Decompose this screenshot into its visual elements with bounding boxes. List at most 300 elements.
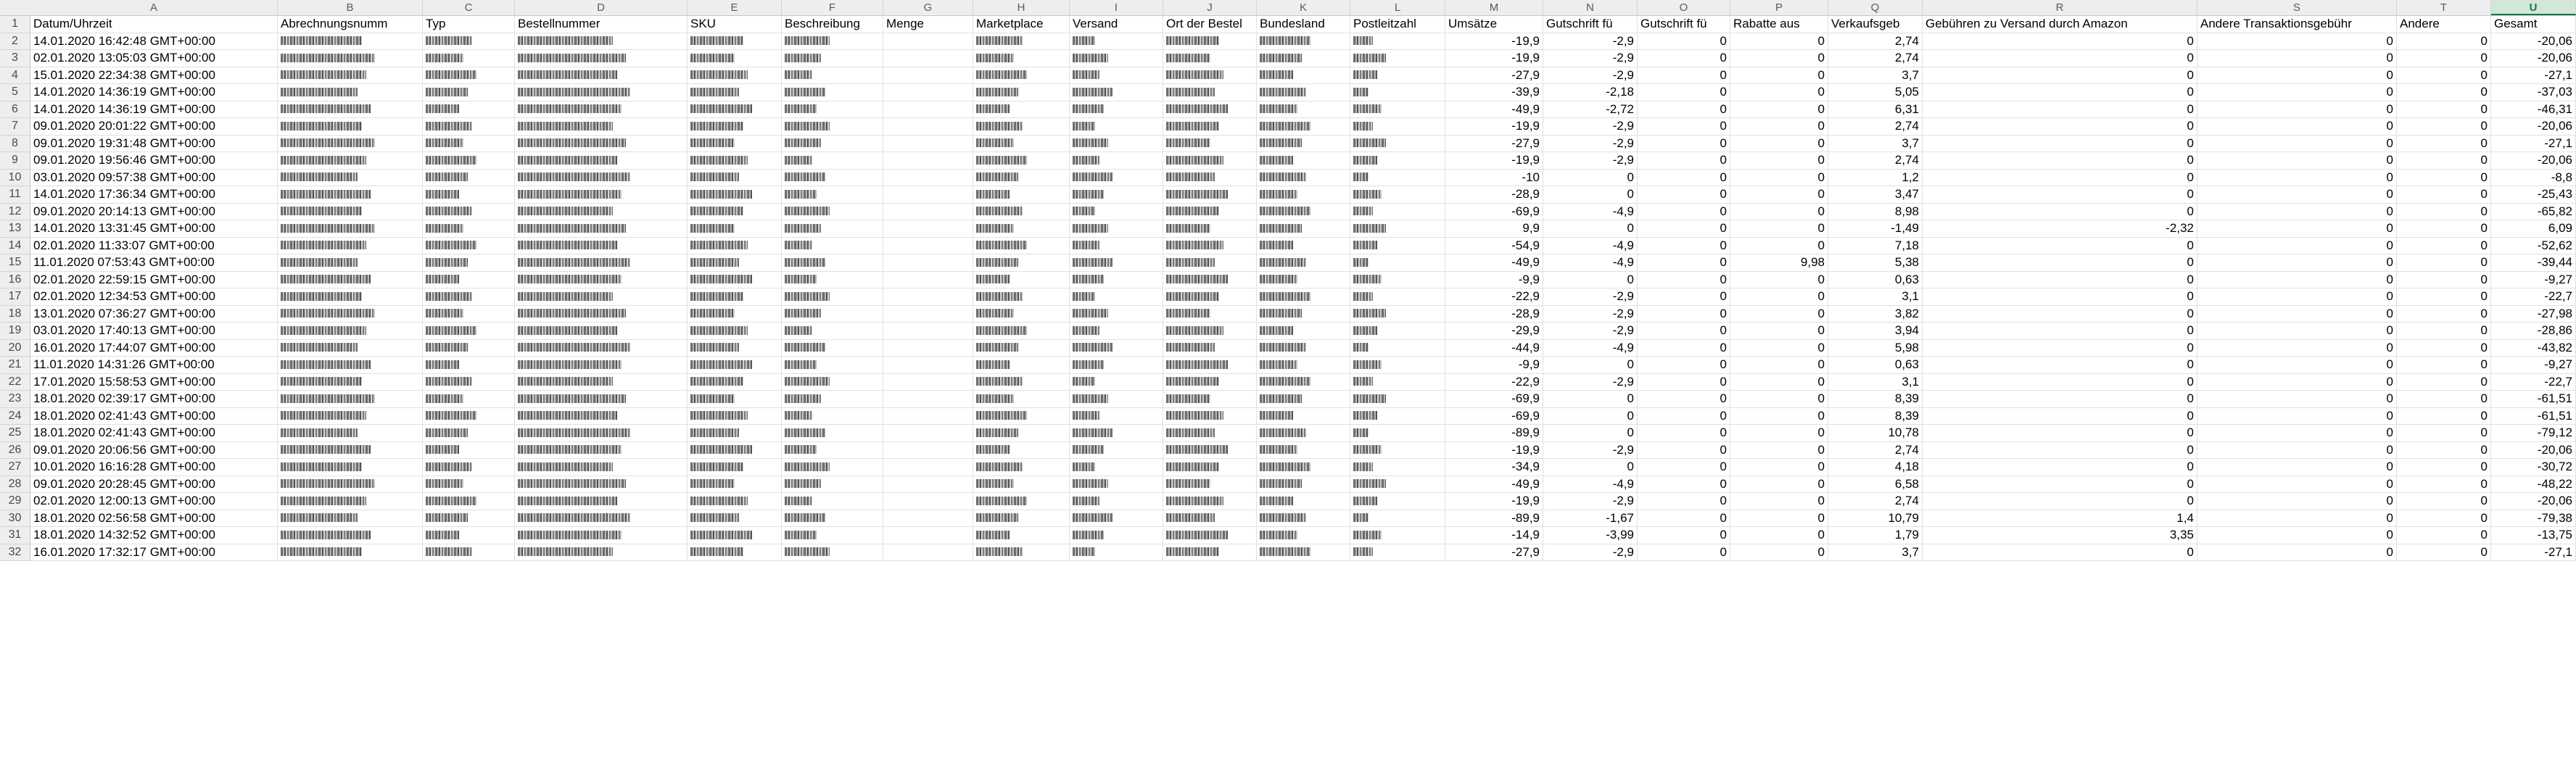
- cell-s[interactable]: 0: [2197, 238, 2397, 255]
- column-header-a[interactable]: A: [30, 0, 278, 15]
- cell-p[interactable]: 0: [1730, 408, 1828, 426]
- cell-c[interactable]: [423, 84, 515, 101]
- cell-a[interactable]: 18.01.2020 14:32:52 GMT+00:00: [30, 527, 278, 544]
- cell-e[interactable]: [688, 136, 782, 153]
- cell-d[interactable]: [515, 510, 688, 528]
- cell-n[interactable]: -2,9: [1543, 152, 1638, 170]
- cell-a[interactable]: 18.01.2020 02:39:17 GMT+00:00: [30, 391, 278, 408]
- cell-s[interactable]: 0: [2197, 50, 2397, 67]
- cell-g[interactable]: [883, 340, 973, 357]
- cell-p[interactable]: 0: [1730, 152, 1828, 170]
- cell-a[interactable]: 09.01.2020 19:56:46 GMT+00:00: [30, 152, 278, 170]
- cell-j[interactable]: [1163, 238, 1257, 255]
- cell-a[interactable]: 03.01.2020 17:40:13 GMT+00:00: [30, 323, 278, 340]
- cell-g[interactable]: [883, 272, 973, 289]
- column-header-r[interactable]: R: [1923, 0, 2197, 15]
- row-number[interactable]: 22: [0, 374, 30, 391]
- row-number[interactable]: 23: [0, 391, 30, 408]
- cell-c[interactable]: [423, 33, 515, 51]
- cell-h[interactable]: [973, 220, 1070, 238]
- cell-j[interactable]: [1163, 476, 1257, 494]
- cell-r[interactable]: 0: [1923, 272, 2197, 289]
- cell-d[interactable]: [515, 442, 688, 460]
- cell-p[interactable]: 0: [1730, 391, 1828, 408]
- cell-h[interactable]: [973, 170, 1070, 187]
- cell-f[interactable]: [782, 459, 883, 476]
- cell-q[interactable]: 3,1: [1828, 289, 1923, 306]
- cell-g[interactable]: [883, 510, 973, 528]
- cell-q[interactable]: 5,38: [1828, 254, 1923, 272]
- cell-i[interactable]: [1070, 340, 1163, 357]
- cell-p[interactable]: 0: [1730, 442, 1828, 460]
- cell-n[interactable]: -4,9: [1543, 340, 1638, 357]
- cell-p[interactable]: 0: [1730, 289, 1828, 306]
- cell-b[interactable]: [278, 391, 423, 408]
- cell-p[interactable]: 0: [1730, 323, 1828, 340]
- cell-n[interactable]: -2,9: [1543, 118, 1638, 136]
- cell-h[interactable]: [973, 442, 1070, 460]
- cell-r[interactable]: 0: [1923, 33, 2197, 51]
- cell-m[interactable]: -19,9: [1445, 50, 1543, 67]
- cell-l[interactable]: [1350, 238, 1445, 255]
- cell-j[interactable]: [1163, 204, 1257, 221]
- cell-a[interactable]: 02.01.2020 13:05:03 GMT+00:00: [30, 50, 278, 67]
- cell-c[interactable]: [423, 170, 515, 187]
- cell-m[interactable]: -39,9: [1445, 84, 1543, 101]
- cell-m[interactable]: -44,9: [1445, 340, 1543, 357]
- cell-t[interactable]: 0: [2397, 544, 2491, 562]
- cell-s[interactable]: 0: [2197, 289, 2397, 306]
- cell-h[interactable]: [973, 374, 1070, 391]
- cell-d[interactable]: [515, 33, 688, 51]
- cell-l[interactable]: [1350, 84, 1445, 101]
- cell-s[interactable]: 0: [2197, 186, 2397, 204]
- cell-a[interactable]: 18.01.2020 02:41:43 GMT+00:00: [30, 425, 278, 442]
- cell-h[interactable]: [973, 238, 1070, 255]
- cell-k[interactable]: [1257, 220, 1350, 238]
- cell-s[interactable]: 0: [2197, 357, 2397, 374]
- cell-j[interactable]: [1163, 220, 1257, 238]
- cell-t[interactable]: 0: [2397, 476, 2491, 494]
- cell-u[interactable]: -20,06: [2491, 50, 2576, 67]
- cell-a[interactable]: 14.01.2020 14:36:19 GMT+00:00: [30, 84, 278, 101]
- cell-g[interactable]: [883, 391, 973, 408]
- cell-d[interactable]: [515, 220, 688, 238]
- cell-j[interactable]: [1163, 459, 1257, 476]
- cell-h[interactable]: [973, 306, 1070, 323]
- cell-e[interactable]: [688, 67, 782, 85]
- cell-c[interactable]: [423, 459, 515, 476]
- cell-o[interactable]: 0: [1638, 357, 1730, 374]
- cell-s[interactable]: 0: [2197, 220, 2397, 238]
- cell-u[interactable]: -20,06: [2491, 152, 2576, 170]
- header-cell-l[interactable]: Postleitzahl: [1350, 16, 1445, 33]
- cell-j[interactable]: [1163, 306, 1257, 323]
- cell-t[interactable]: 0: [2397, 238, 2491, 255]
- cell-m[interactable]: -19,9: [1445, 442, 1543, 460]
- cell-p[interactable]: 0: [1730, 67, 1828, 85]
- cell-k[interactable]: [1257, 425, 1350, 442]
- cell-k[interactable]: [1257, 340, 1350, 357]
- cell-t[interactable]: 0: [2397, 204, 2491, 221]
- cell-j[interactable]: [1163, 442, 1257, 460]
- cell-r[interactable]: 0: [1923, 204, 2197, 221]
- cell-d[interactable]: [515, 306, 688, 323]
- cell-o[interactable]: 0: [1638, 425, 1730, 442]
- cell-o[interactable]: 0: [1638, 220, 1730, 238]
- cell-q[interactable]: 10,79: [1828, 510, 1923, 528]
- cell-t[interactable]: 0: [2397, 425, 2491, 442]
- cell-i[interactable]: [1070, 442, 1163, 460]
- cell-r[interactable]: 0: [1923, 152, 2197, 170]
- cell-g[interactable]: [883, 544, 973, 562]
- cell-r[interactable]: 0: [1923, 84, 2197, 101]
- cell-u[interactable]: -20,06: [2491, 33, 2576, 51]
- cell-e[interactable]: [688, 170, 782, 187]
- cell-b[interactable]: [278, 33, 423, 51]
- cell-b[interactable]: [278, 425, 423, 442]
- cell-g[interactable]: [883, 152, 973, 170]
- cell-m[interactable]: -29,9: [1445, 323, 1543, 340]
- cell-o[interactable]: 0: [1638, 442, 1730, 460]
- cell-n[interactable]: -2,72: [1543, 101, 1638, 119]
- cell-q[interactable]: 2,74: [1828, 118, 1923, 136]
- cell-f[interactable]: [782, 357, 883, 374]
- cell-i[interactable]: [1070, 425, 1163, 442]
- cell-t[interactable]: 0: [2397, 254, 2491, 272]
- cell-o[interactable]: 0: [1638, 272, 1730, 289]
- cell-e[interactable]: [688, 459, 782, 476]
- cell-k[interactable]: [1257, 33, 1350, 51]
- cell-p[interactable]: 0: [1730, 186, 1828, 204]
- cell-s[interactable]: 0: [2197, 544, 2397, 562]
- cell-o[interactable]: 0: [1638, 118, 1730, 136]
- cell-j[interactable]: [1163, 493, 1257, 510]
- cell-m[interactable]: -69,9: [1445, 391, 1543, 408]
- cell-i[interactable]: [1070, 374, 1163, 391]
- cell-i[interactable]: [1070, 136, 1163, 153]
- cell-b[interactable]: [278, 306, 423, 323]
- cell-s[interactable]: 0: [2197, 84, 2397, 101]
- cell-i[interactable]: [1070, 544, 1163, 562]
- cell-s[interactable]: 0: [2197, 323, 2397, 340]
- cell-o[interactable]: 0: [1638, 101, 1730, 119]
- cell-i[interactable]: [1070, 408, 1163, 426]
- cell-o[interactable]: 0: [1638, 152, 1730, 170]
- cell-m[interactable]: -54,9: [1445, 238, 1543, 255]
- cell-u[interactable]: -37,03: [2491, 84, 2576, 101]
- cell-l[interactable]: [1350, 254, 1445, 272]
- cell-b[interactable]: [278, 136, 423, 153]
- cell-u[interactable]: -46,31: [2491, 101, 2576, 119]
- cell-e[interactable]: [688, 425, 782, 442]
- column-header-f[interactable]: F: [782, 0, 883, 15]
- cell-i[interactable]: [1070, 459, 1163, 476]
- cell-q[interactable]: 3,7: [1828, 67, 1923, 85]
- cell-l[interactable]: [1350, 136, 1445, 153]
- cell-d[interactable]: [515, 254, 688, 272]
- cell-g[interactable]: [883, 374, 973, 391]
- cell-g[interactable]: [883, 118, 973, 136]
- cell-o[interactable]: 0: [1638, 544, 1730, 562]
- cell-u[interactable]: -27,98: [2491, 306, 2576, 323]
- cell-e[interactable]: [688, 204, 782, 221]
- header-cell-u[interactable]: Gesamt: [2491, 16, 2576, 33]
- cell-t[interactable]: 0: [2397, 459, 2491, 476]
- cell-f[interactable]: [782, 306, 883, 323]
- cell-o[interactable]: 0: [1638, 50, 1730, 67]
- cell-d[interactable]: [515, 204, 688, 221]
- cell-s[interactable]: 0: [2197, 391, 2397, 408]
- cell-j[interactable]: [1163, 33, 1257, 51]
- cell-q[interactable]: 2,74: [1828, 152, 1923, 170]
- cell-n[interactable]: 0: [1543, 170, 1638, 187]
- cell-m[interactable]: -14,9: [1445, 527, 1543, 544]
- cell-m[interactable]: -9,9: [1445, 357, 1543, 374]
- cell-r[interactable]: 0: [1923, 136, 2197, 153]
- cell-t[interactable]: 0: [2397, 527, 2491, 544]
- cell-r[interactable]: 0: [1923, 118, 2197, 136]
- cell-s[interactable]: 0: [2197, 459, 2397, 476]
- header-cell-t[interactable]: Andere: [2397, 16, 2491, 33]
- cell-a[interactable]: 15.01.2020 22:34:38 GMT+00:00: [30, 67, 278, 85]
- header-cell-o[interactable]: Gutschrift fü: [1638, 16, 1730, 33]
- cell-a[interactable]: 09.01.2020 20:14:13 GMT+00:00: [30, 204, 278, 221]
- cell-q[interactable]: 10,78: [1828, 425, 1923, 442]
- cell-j[interactable]: [1163, 136, 1257, 153]
- cell-s[interactable]: 0: [2197, 272, 2397, 289]
- cell-r[interactable]: 0: [1923, 50, 2197, 67]
- cell-k[interactable]: [1257, 459, 1350, 476]
- cell-p[interactable]: 0: [1730, 340, 1828, 357]
- cell-a[interactable]: 09.01.2020 20:28:45 GMT+00:00: [30, 476, 278, 494]
- cell-c[interactable]: [423, 340, 515, 357]
- cell-f[interactable]: [782, 289, 883, 306]
- cell-n[interactable]: -2,18: [1543, 84, 1638, 101]
- cell-a[interactable]: 02.01.2020 12:34:53 GMT+00:00: [30, 289, 278, 306]
- cell-p[interactable]: 0: [1730, 425, 1828, 442]
- cell-b[interactable]: [278, 493, 423, 510]
- row-number[interactable]: 7: [0, 118, 30, 136]
- cell-q[interactable]: 2,74: [1828, 442, 1923, 460]
- cell-d[interactable]: [515, 391, 688, 408]
- cell-d[interactable]: [515, 544, 688, 562]
- column-header-c[interactable]: C: [423, 0, 515, 15]
- cell-k[interactable]: [1257, 152, 1350, 170]
- cell-m[interactable]: -27,9: [1445, 544, 1543, 562]
- cell-g[interactable]: [883, 323, 973, 340]
- cell-j[interactable]: [1163, 186, 1257, 204]
- cell-t[interactable]: 0: [2397, 289, 2491, 306]
- cell-o[interactable]: 0: [1638, 67, 1730, 85]
- cell-l[interactable]: [1350, 425, 1445, 442]
- cell-a[interactable]: 14.01.2020 16:42:48 GMT+00:00: [30, 33, 278, 51]
- cell-f[interactable]: [782, 544, 883, 562]
- header-cell-j[interactable]: Ort der Bestel: [1163, 16, 1257, 33]
- cell-f[interactable]: [782, 204, 883, 221]
- cell-t[interactable]: 0: [2397, 84, 2491, 101]
- cell-e[interactable]: [688, 220, 782, 238]
- cell-n[interactable]: -2,9: [1543, 493, 1638, 510]
- cell-p[interactable]: 0: [1730, 84, 1828, 101]
- cell-l[interactable]: [1350, 170, 1445, 187]
- cell-a[interactable]: 09.01.2020 20:06:56 GMT+00:00: [30, 442, 278, 460]
- cell-e[interactable]: [688, 238, 782, 255]
- row-number[interactable]: 18: [0, 306, 30, 323]
- cell-t[interactable]: 0: [2397, 442, 2491, 460]
- cell-l[interactable]: [1350, 33, 1445, 51]
- cell-b[interactable]: [278, 408, 423, 426]
- cell-a[interactable]: 18.01.2020 02:41:43 GMT+00:00: [30, 408, 278, 426]
- cell-s[interactable]: 0: [2197, 374, 2397, 391]
- cell-k[interactable]: [1257, 254, 1350, 272]
- cell-o[interactable]: 0: [1638, 476, 1730, 494]
- cell-c[interactable]: [423, 408, 515, 426]
- cell-j[interactable]: [1163, 391, 1257, 408]
- cell-r[interactable]: 0: [1923, 476, 2197, 494]
- cell-b[interactable]: [278, 67, 423, 85]
- cell-p[interactable]: 0: [1730, 204, 1828, 221]
- cell-o[interactable]: 0: [1638, 340, 1730, 357]
- cell-c[interactable]: [423, 118, 515, 136]
- cell-n[interactable]: -2,9: [1543, 374, 1638, 391]
- cell-e[interactable]: [688, 476, 782, 494]
- cell-g[interactable]: [883, 220, 973, 238]
- cell-b[interactable]: [278, 476, 423, 494]
- cell-l[interactable]: [1350, 340, 1445, 357]
- cell-u[interactable]: -79,38: [2491, 510, 2576, 528]
- column-header-u[interactable]: U: [2491, 0, 2576, 15]
- cell-p[interactable]: 0: [1730, 33, 1828, 51]
- cell-u[interactable]: -48,22: [2491, 476, 2576, 494]
- cell-p[interactable]: 0: [1730, 357, 1828, 374]
- cell-c[interactable]: [423, 544, 515, 562]
- cell-k[interactable]: [1257, 442, 1350, 460]
- cell-d[interactable]: [515, 67, 688, 85]
- cell-b[interactable]: [278, 204, 423, 221]
- cell-n[interactable]: -1,67: [1543, 510, 1638, 528]
- header-cell-n[interactable]: Gutschrift fü: [1543, 16, 1638, 33]
- cell-n[interactable]: 0: [1543, 408, 1638, 426]
- cell-u[interactable]: -79,12: [2491, 425, 2576, 442]
- row-number[interactable]: 9: [0, 152, 30, 170]
- cell-b[interactable]: [278, 374, 423, 391]
- cell-t[interactable]: 0: [2397, 510, 2491, 528]
- cell-n[interactable]: 0: [1543, 459, 1638, 476]
- cell-s[interactable]: 0: [2197, 33, 2397, 51]
- cell-u[interactable]: 6,09: [2491, 220, 2576, 238]
- cell-e[interactable]: [688, 527, 782, 544]
- cell-r[interactable]: 0: [1923, 323, 2197, 340]
- cell-j[interactable]: [1163, 50, 1257, 67]
- cell-e[interactable]: [688, 374, 782, 391]
- cell-b[interactable]: [278, 459, 423, 476]
- cell-d[interactable]: [515, 136, 688, 153]
- cell-d[interactable]: [515, 476, 688, 494]
- cell-m[interactable]: -28,9: [1445, 186, 1543, 204]
- cell-e[interactable]: [688, 323, 782, 340]
- cell-h[interactable]: [973, 186, 1070, 204]
- cell-a[interactable]: 16.01.2020 17:44:07 GMT+00:00: [30, 340, 278, 357]
- cell-k[interactable]: [1257, 323, 1350, 340]
- cell-t[interactable]: 0: [2397, 136, 2491, 153]
- cell-f[interactable]: [782, 238, 883, 255]
- cell-f[interactable]: [782, 33, 883, 51]
- cell-c[interactable]: [423, 220, 515, 238]
- cell-o[interactable]: 0: [1638, 527, 1730, 544]
- cell-u[interactable]: -22,7: [2491, 374, 2576, 391]
- cell-n[interactable]: -4,9: [1543, 238, 1638, 255]
- cell-a[interactable]: 09.01.2020 19:31:48 GMT+00:00: [30, 136, 278, 153]
- cell-p[interactable]: 0: [1730, 272, 1828, 289]
- cell-m[interactable]: -27,9: [1445, 136, 1543, 153]
- cell-h[interactable]: [973, 84, 1070, 101]
- cell-c[interactable]: [423, 50, 515, 67]
- cell-f[interactable]: [782, 220, 883, 238]
- cell-s[interactable]: 0: [2197, 254, 2397, 272]
- cell-b[interactable]: [278, 170, 423, 187]
- cell-u[interactable]: -20,06: [2491, 493, 2576, 510]
- cell-g[interactable]: [883, 186, 973, 204]
- cell-s[interactable]: 0: [2197, 442, 2397, 460]
- cell-c[interactable]: [423, 306, 515, 323]
- cell-m[interactable]: -49,9: [1445, 101, 1543, 119]
- cell-u[interactable]: -8,8: [2491, 170, 2576, 187]
- cell-b[interactable]: [278, 510, 423, 528]
- cell-g[interactable]: [883, 289, 973, 306]
- cell-k[interactable]: [1257, 136, 1350, 153]
- cell-k[interactable]: [1257, 306, 1350, 323]
- cell-i[interactable]: [1070, 33, 1163, 51]
- cell-f[interactable]: [782, 136, 883, 153]
- cell-q[interactable]: 0,63: [1828, 272, 1923, 289]
- cell-h[interactable]: [973, 289, 1070, 306]
- cell-r[interactable]: 0: [1923, 374, 2197, 391]
- row-number[interactable]: 27: [0, 459, 30, 476]
- cell-s[interactable]: 0: [2197, 204, 2397, 221]
- cell-p[interactable]: 0: [1730, 527, 1828, 544]
- cell-c[interactable]: [423, 476, 515, 494]
- cell-f[interactable]: [782, 374, 883, 391]
- cell-d[interactable]: [515, 493, 688, 510]
- header-cell-m[interactable]: Umsätze: [1445, 16, 1543, 33]
- cell-k[interactable]: [1257, 493, 1350, 510]
- cell-s[interactable]: 0: [2197, 136, 2397, 153]
- row-number[interactable]: 20: [0, 340, 30, 357]
- cell-g[interactable]: [883, 170, 973, 187]
- cell-r[interactable]: 0: [1923, 306, 2197, 323]
- cell-c[interactable]: [423, 442, 515, 460]
- cell-i[interactable]: [1070, 118, 1163, 136]
- cell-j[interactable]: [1163, 118, 1257, 136]
- cell-r[interactable]: 0: [1923, 289, 2197, 306]
- cell-q[interactable]: 4,18: [1828, 459, 1923, 476]
- cell-l[interactable]: [1350, 323, 1445, 340]
- cell-a[interactable]: 17.01.2020 15:58:53 GMT+00:00: [30, 374, 278, 391]
- cell-b[interactable]: [278, 118, 423, 136]
- cell-o[interactable]: 0: [1638, 289, 1730, 306]
- cell-c[interactable]: [423, 510, 515, 528]
- cell-m[interactable]: -19,9: [1445, 118, 1543, 136]
- cell-i[interactable]: [1070, 272, 1163, 289]
- cell-j[interactable]: [1163, 357, 1257, 374]
- column-header-l[interactable]: L: [1350, 0, 1445, 15]
- cell-a[interactable]: 11.01.2020 14:31:26 GMT+00:00: [30, 357, 278, 374]
- row-number[interactable]: 16: [0, 272, 30, 289]
- cell-m[interactable]: -19,9: [1445, 152, 1543, 170]
- cell-g[interactable]: [883, 101, 973, 119]
- cell-d[interactable]: [515, 186, 688, 204]
